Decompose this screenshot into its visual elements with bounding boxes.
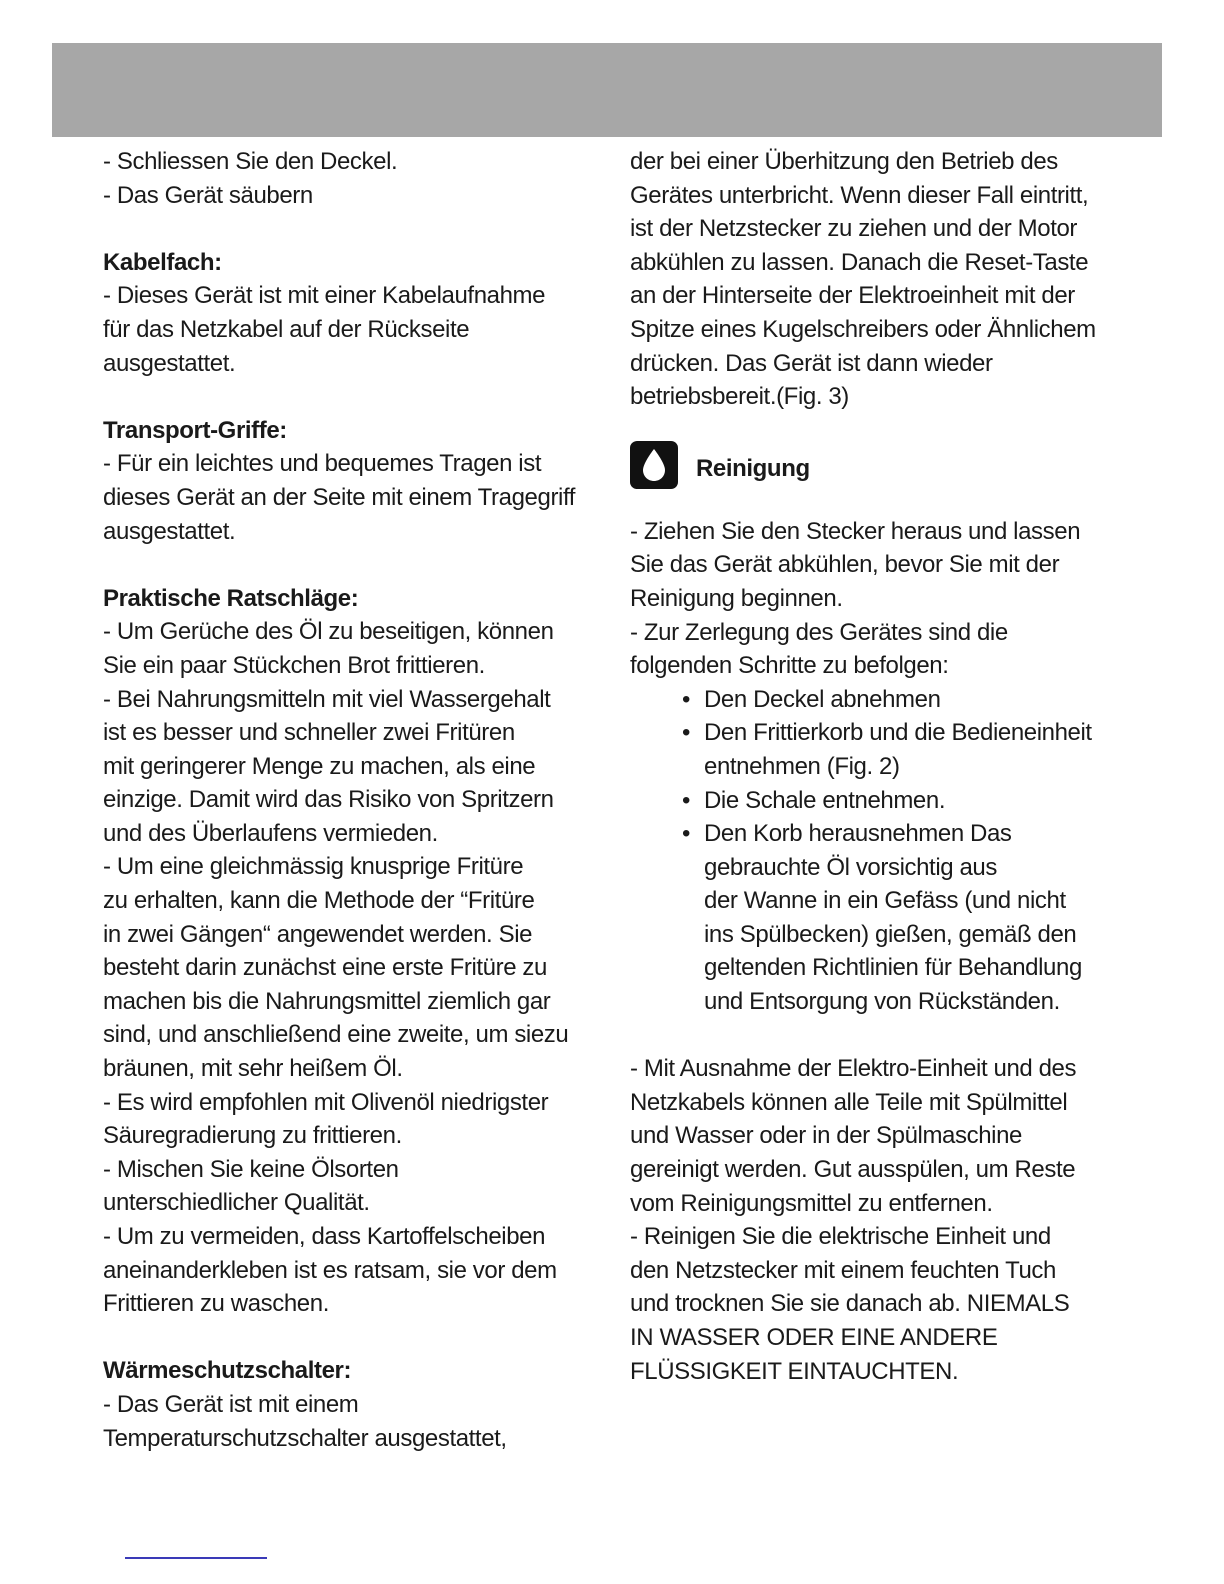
text-line: abkühlen zu lassen. Danach die Reset-Taste — [630, 248, 1089, 276]
reinigung-title-row — [630, 432, 1120, 499]
text-line: besteht darin zunächst eine erste Fritüre zu — [103, 954, 547, 982]
text-line: Den Frittierkorb und die Bedieneinheit — [704, 719, 1092, 747]
text-line: Reinigung beginnen. — [630, 584, 843, 612]
text-line: - Es wird empfohlen mit Olivenöl niedrigster — [103, 1088, 549, 1116]
text-line: vom Reinigungsmittel zu entfernen. — [630, 1189, 993, 1217]
section-title-reinigung: Reinigung — [696, 455, 810, 483]
text-line: - Bei Nahrungsmitteln mit viel Wassergehalt — [103, 685, 551, 713]
text-line: ist der Netzstecker zu ziehen und der Motor — [630, 215, 1078, 243]
text-line: ausgestattet. — [103, 517, 236, 545]
text-line: zu erhalten, kann die Methode der “Fritüre — [103, 887, 535, 915]
text-line: unterschiedlicher Qualität. — [103, 1189, 370, 1217]
text-line: geltenden Richtlinien für Behandlung — [704, 954, 1082, 982]
text-line: ist es besser und schneller zwei Fritüren — [103, 719, 515, 747]
text-line: machen bis die Nahrungsmittel ziemlich gar — [103, 987, 551, 1015]
text-line: - Für ein leichtes und bequemes Tragen ist — [103, 450, 542, 478]
text-line: Die Schale entnehmen. — [704, 786, 946, 814]
text-line: bräunen, mit sehr heißem Öl. — [103, 1055, 403, 1083]
text-line: IN WASSER ODER EINE ANDERE — [630, 1324, 998, 1351]
text-line: Temperaturschutzschalter ausgestattet, — [103, 1424, 507, 1452]
text-line: Den Deckel abnehmen — [704, 685, 941, 713]
list-item — [630, 817, 1120, 1019]
text-line: gebrauchte Öl vorsichtig aus — [704, 853, 997, 881]
left-column — [103, 145, 593, 1455]
text-line: FLÜSSIGKEIT EINTAUCHTEN. — [630, 1357, 959, 1385]
text-line: Sie ein paar Stückchen Brot frittieren. — [103, 651, 485, 679]
text-line: einzige. Damit wird das Risiko von Spritzern — [103, 786, 554, 814]
text-line: - Zur Zerlegung des Gerätes sind die — [630, 618, 1008, 646]
footer-rule — [125, 1557, 267, 1559]
text-line: aneinanderkleben ist es ratsam, sie vor dem — [103, 1256, 557, 1284]
text-line: der bei einer Überhitzung den Betrieb des — [630, 148, 1058, 175]
section-heading-transport-griffe: Transport-Griffe: — [103, 416, 287, 444]
text-line: drücken. Das Gerät ist dann wieder — [630, 349, 993, 377]
text-line: folgenden Schritte zu befolgen: — [630, 652, 949, 680]
bullet-icon: • — [682, 685, 691, 713]
text-line: Den Korb herausnehmen Das — [704, 820, 1012, 848]
text-line: - Mit Ausnahme der Elektro-Einheit und des — [630, 1055, 1077, 1083]
list-item — [630, 683, 1120, 717]
text-line: Frittieren zu waschen. — [103, 1290, 329, 1318]
text-line: - Um eine gleichmässig knusprige Fritüre — [103, 853, 524, 881]
text-line: - Ziehen Sie den Stecker heraus und lassen — [630, 517, 1081, 545]
text-line: und Wasser oder in der Spülmaschine — [630, 1122, 1022, 1150]
list-item — [630, 784, 1120, 818]
text-line: für das Netzkabel auf der Rückseite — [103, 315, 470, 343]
text-line: Gerätes unterbricht. Wenn dieser Fall eintritt, — [630, 181, 1089, 209]
text-line: - Dieses Gerät ist mit einer Kabelaufnahme — [103, 282, 546, 310]
text-line: der Wanne in ein Gefäss (und nicht — [704, 887, 1066, 915]
text-line: und des Überlaufens vermieden. — [103, 819, 438, 847]
text-line: - Mischen Sie keine Ölsorten — [103, 1155, 399, 1183]
text-line: - Das Gerät ist mit einem — [103, 1390, 359, 1418]
text-line: Spitze eines Kugelschreibers oder Ähnlichem — [630, 315, 1096, 343]
bullet-icon: • — [682, 719, 691, 747]
disassembly-steps-list — [630, 683, 1120, 1019]
text-line: an der Hinterseite der Elektroeinheit mit der — [630, 282, 1075, 310]
text-line: - Schliessen Sie den Deckel. — [103, 148, 398, 175]
text-line: Netzkabels können alle Teile mit Spülmittel — [630, 1088, 1068, 1116]
text-line: - Das Gerät säubern — [103, 181, 313, 209]
section-heading-praktische-ratschlaege: Praktische Ratschläge: — [103, 584, 359, 612]
text-line: sind, und anschließend eine zweite, um siezu — [103, 1021, 569, 1049]
text-line: ausgestattet. — [103, 349, 236, 377]
text-line: - Reinigen Sie die elektrische Einheit und — [630, 1223, 1051, 1251]
text-line: den Netzstecker mit einem feuchten Tuch — [630, 1256, 1056, 1284]
right-column — [630, 145, 1120, 1388]
text-line: betriebsbereit.(Fig. 3) — [630, 383, 849, 411]
text-line: mit geringerer Menge zu machen, als eine — [103, 752, 536, 780]
bullet-icon: • — [682, 786, 691, 814]
text-line: dieses Gerät an der Seite mit einem Tragegriff — [103, 483, 576, 511]
text-line: gereinigt werden. Gut ausspülen, um Reste — [630, 1156, 1076, 1184]
text-line: Sie das Gerät abkühlen, bevor Sie mit der — [630, 551, 1060, 579]
text-line: und trocknen Sie sie danach ab. NIEMALS — [630, 1290, 1070, 1318]
text-line: Säuregradierung zu frittieren. — [103, 1122, 402, 1150]
drop-icon — [630, 441, 678, 489]
text-line: - Um Gerüche des Öl zu beseitigen, können — [103, 618, 554, 646]
text-line: - Um zu vermeiden, dass Kartoffelscheiben — [103, 1223, 546, 1250]
text-line: entnehmen (Fig. 2) — [704, 752, 900, 780]
header-bar — [52, 43, 1162, 137]
text-line: und Entsorgung von Rückständen. — [704, 988, 1060, 1016]
drop-icon-graphic — [639, 447, 669, 483]
bullet-icon: • — [682, 820, 691, 848]
section-heading-kabelfach: Kabelfach: — [103, 248, 222, 276]
text-line: in zwei Gängen“ angewendet werden. Sie — [103, 920, 533, 948]
section-heading-waermeschutzschalter: Wärmeschutzschalter: — [103, 1357, 352, 1385]
list-item — [630, 716, 1120, 783]
text-line: ins Spülbecken) gießen, gemäß den — [704, 920, 1077, 948]
